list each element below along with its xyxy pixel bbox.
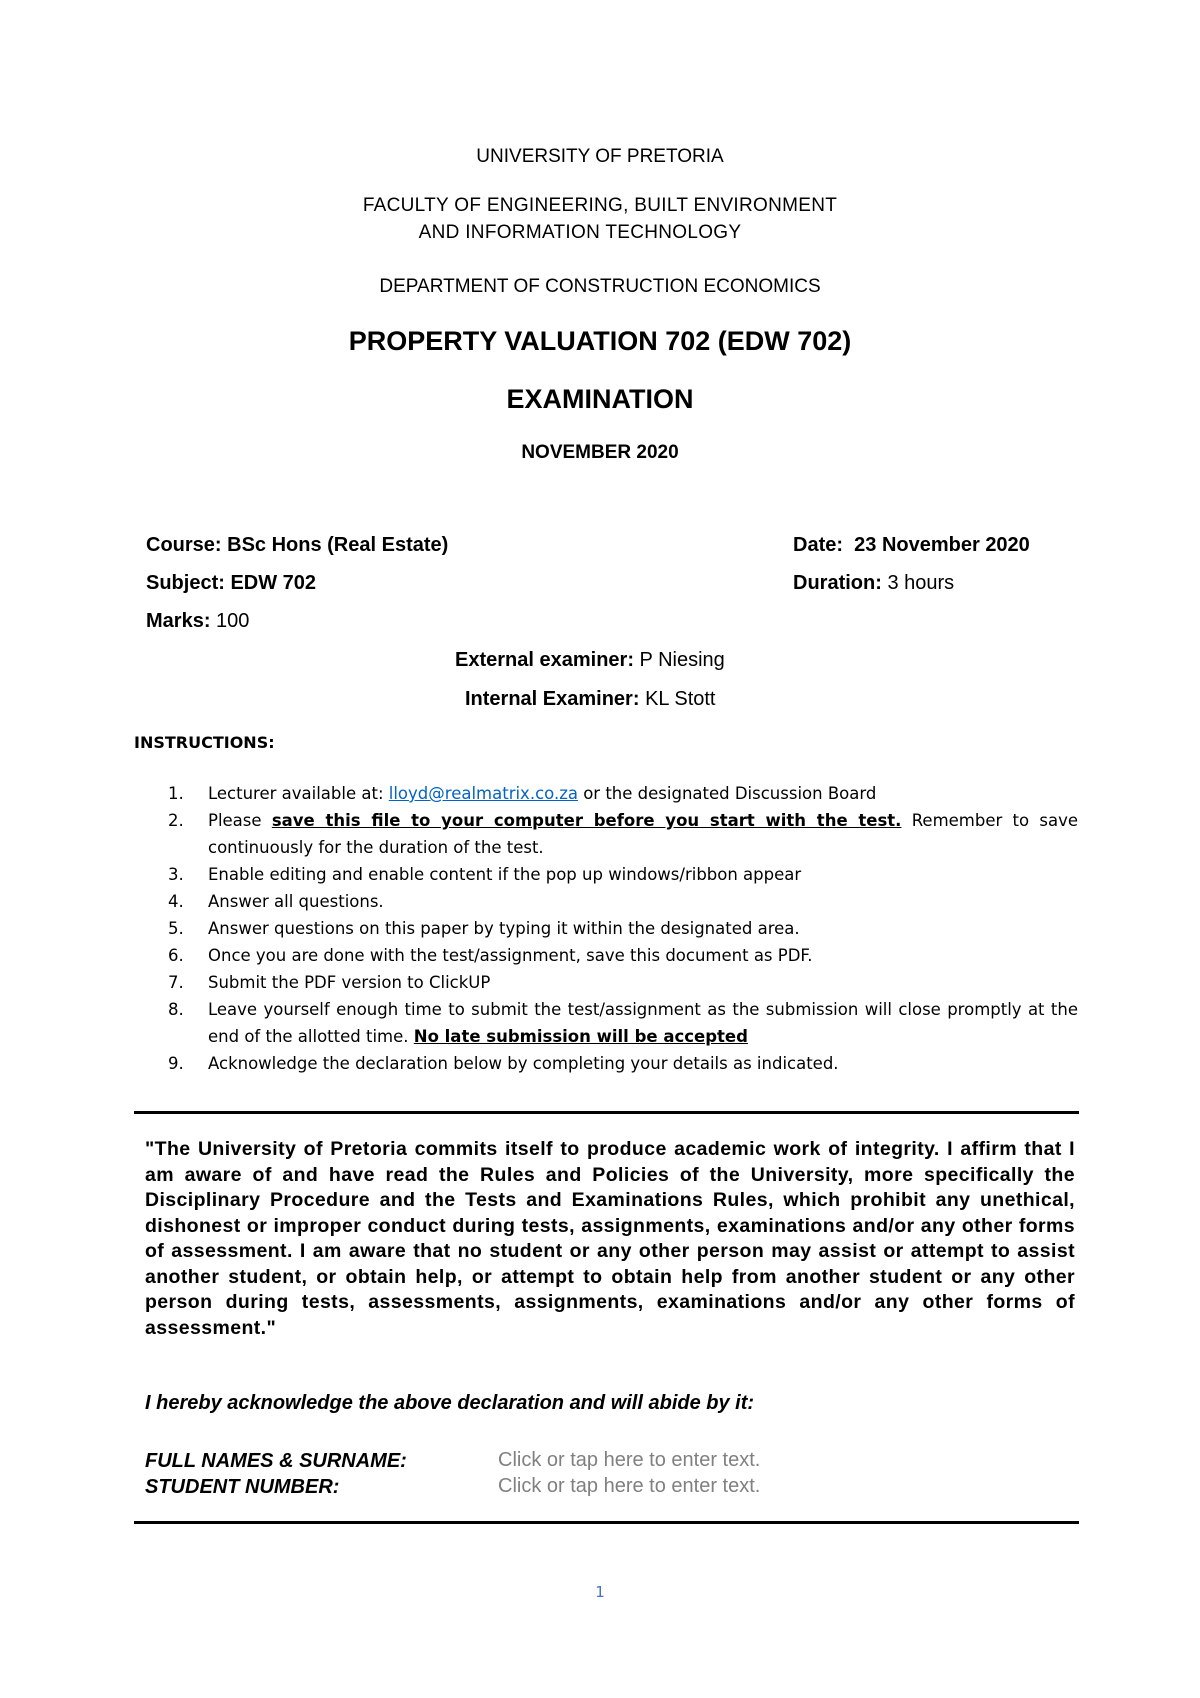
instruction-text: Submit the PDF version to ClickUP [208, 973, 491, 992]
instruction-item [168, 969, 1078, 996]
instruction-text: Remember to save continuously for the duration of the test. [208, 811, 1078, 857]
exam-title: EXAMINATION [506, 384, 694, 414]
duration-label: Duration: [793, 572, 882, 594]
subject-info [146, 572, 316, 595]
duration-info [793, 572, 954, 595]
faculty-name-line1: FACULTY OF ENGINEERING, BUILT ENVIRONMENT [362, 195, 838, 216]
subject-label: Subject: [146, 572, 225, 594]
acknowledgement-statement: I hereby acknowledge the above declaration and will abide by it: [145, 1392, 755, 1414]
external-examiner-value: P Niesing [639, 649, 725, 671]
course-info [146, 534, 448, 557]
marks-label: Marks: [146, 610, 211, 632]
instruction-text: Enable editing and enable content if the pop up windows/ribbon appear [208, 865, 802, 884]
instruction-number: 4. [168, 892, 184, 911]
marks-info [146, 610, 249, 633]
lecturer-email-link[interactable]: lloyd@realmatrix.co.za [388, 784, 578, 803]
instruction-number: 8. [168, 1000, 184, 1019]
department-name: DEPARTMENT OF CONSTRUCTION ECONOMICS [379, 276, 821, 297]
course-label: Course: BSc Hons (Real Estate) [146, 534, 449, 556]
instruction-number: 9. [168, 1054, 184, 1073]
marks-value: 100 [216, 610, 250, 632]
instruction-item [168, 915, 1078, 942]
instruction-emphasis: save this file to your computer before you start with the test. [271, 811, 902, 830]
external-examiner-info [455, 649, 725, 672]
date-value: 23 November 2020 [854, 534, 1030, 556]
instruction-item [168, 861, 1078, 888]
instruction-text: Answer questions on this paper by typing it within the designated area. [208, 919, 800, 938]
external-examiner-label: External examiner: [455, 649, 634, 671]
instruction-number: 6. [168, 946, 184, 965]
instruction-item [168, 996, 1078, 1050]
instruction-item [168, 780, 1078, 807]
instructions-heading: INSTRUCTIONS: [134, 733, 275, 752]
date-label: Date: [793, 534, 844, 556]
instruction-text: Answer all questions. [208, 892, 384, 911]
internal-examiner-value: KL Stott [645, 688, 716, 710]
internal-examiner-info [465, 688, 716, 711]
instruction-text: Acknowledge the declaration below by completing your details as indicated. [208, 1054, 839, 1073]
instruction-number: 7. [168, 973, 184, 992]
student-number-field[interactable] [498, 1475, 918, 1498]
instruction-text: Once you are done with the test/assignment, save this document as PDF. [208, 946, 813, 965]
instruction-text: or the designated Discussion Board [577, 784, 877, 803]
course-title: PROPERTY VALUATION 702 (EDW 702) [348, 326, 852, 356]
university-name: UNIVERSITY OF PRETORIA [476, 146, 724, 167]
faculty-name-line2: AND INFORMATION TECHNOLOGY [418, 222, 742, 243]
internal-examiner-label: Internal Examiner: [465, 688, 640, 710]
instruction-text: Lecturer available at: [208, 784, 389, 803]
instruction-number: 3. [168, 865, 184, 884]
page-number: 1 [595, 1583, 605, 1601]
full-names-label: FULL NAMES & SURNAME: [145, 1450, 407, 1472]
instruction-item [168, 888, 1078, 915]
instructions-list [168, 780, 1078, 1077]
instruction-text: Please [208, 811, 272, 830]
instruction-number: 5. [168, 919, 184, 938]
top-divider [134, 1111, 1079, 1114]
full-names-field[interactable] [498, 1449, 918, 1472]
instruction-number: 1. [168, 784, 184, 803]
instruction-item [168, 942, 1078, 969]
student-number-label: STUDENT NUMBER: [145, 1476, 340, 1498]
exam-month: NOVEMBER 2020 [521, 442, 679, 463]
instruction-emphasis: No late submission will be accepted [413, 1027, 748, 1046]
integrity-declaration: "The University of Pretoria commits itself to produce academic work of integrity. I affirm that I am aware of and have read the Rules and Policies of the University, more specifically the Disciplinary Procedure and the Tests and Examinations Rules, which prohibit any unethical, dishonest or improper conduct during tests, assignments, examinations and/or any other forms of assessment. I am aware that no student or any other person may assist or attempt to assist another student, or obtain help, or attempt to obtain help from another student or any other person during tests, assessments, assignments, examinations and/or any other forms of assessment." [145, 1138, 1075, 1339]
subject-value: EDW 702 [230, 572, 317, 594]
duration-value: 3 hours [887, 572, 955, 594]
bottom-divider [134, 1521, 1079, 1524]
instruction-item [168, 1050, 1078, 1077]
instruction-number: 2. [168, 811, 184, 830]
date-info [793, 534, 1030, 557]
instruction-item [168, 807, 1078, 861]
instruction-text: Leave yourself enough time to submit the test/assignment as the submission will close promptly at the end of the allotted time. [208, 1000, 1078, 1046]
